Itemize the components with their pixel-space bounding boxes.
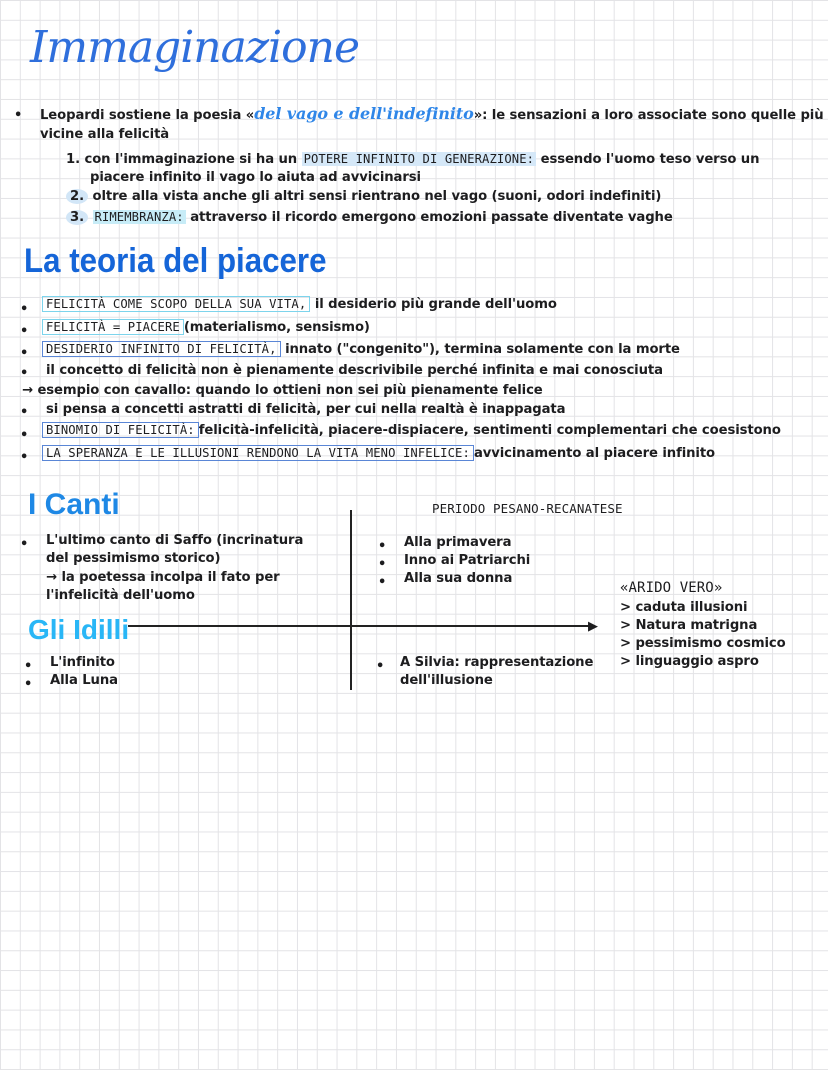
bullet: • bbox=[378, 557, 387, 572]
item-number: 3. bbox=[66, 210, 88, 225]
bullet: • bbox=[20, 366, 29, 381]
section-title-canti: I Canti bbox=[28, 488, 120, 521]
bullet: • bbox=[20, 450, 29, 465]
bullet: • bbox=[378, 539, 387, 554]
intro-text: »: le sensazioni a loro associate sono quelle più bbox=[473, 108, 824, 123]
numbered-item-2 bbox=[66, 189, 661, 204]
arido-item: > pessimismo cosmico bbox=[620, 636, 786, 651]
item-text: attraverso il ricordo emergono emozioni passate diventate vaghe bbox=[190, 210, 673, 225]
bullet: • bbox=[20, 346, 29, 361]
bullet: • bbox=[20, 537, 29, 552]
timeline-horizontal-arrow bbox=[128, 625, 594, 627]
piacere-item-2 bbox=[42, 320, 370, 335]
saffo-line-1: L'ultimo canto di Saffo (incrinatura bbox=[46, 533, 304, 548]
piacere-item-3 bbox=[42, 342, 680, 357]
idillio-item: L'infinito bbox=[50, 655, 115, 670]
arrow-right-icon: ▶ bbox=[588, 619, 598, 634]
intro-text: Leopardi sostiene la poesia « bbox=[40, 108, 255, 123]
bullet: • bbox=[24, 677, 33, 692]
saffo-line-2: del pessimismo storico) bbox=[46, 551, 221, 566]
binomio-box: BINOMIO DI FELICITÀ: bbox=[42, 422, 199, 438]
numbered-item-1-line-2: piacere infinito il vago lo aiuta ad avvicinarsi bbox=[90, 170, 421, 185]
item-text: felicità-infelicità, piacere-dispiacere, sentimenti complementari che coesistono bbox=[198, 423, 781, 438]
piacere-item-1 bbox=[42, 297, 557, 312]
piacere-item-5: si pensa a concetti astratti di felicità, per cui nella realtà è inappagata bbox=[46, 402, 566, 417]
item-text: innato ("congenito"), termina solamente con la morte bbox=[285, 342, 680, 357]
item-text: il desiderio più grande dell'uomo bbox=[314, 297, 557, 312]
rimembranza-highlight: RIMEMBRANZA: bbox=[94, 210, 184, 224]
bullet: • bbox=[376, 659, 385, 674]
numbered-item-3 bbox=[66, 210, 673, 225]
vago-indefinito-highlight: del vago e dell'indefinito bbox=[254, 104, 474, 123]
piacere-item-6 bbox=[42, 423, 781, 438]
canto-item: Inno ai Patriarchi bbox=[404, 553, 531, 568]
bullet: • bbox=[20, 405, 29, 420]
timeline-vertical-divider bbox=[350, 510, 352, 690]
intro-line-1 bbox=[40, 104, 824, 123]
arido-item: > caduta illusioni bbox=[620, 600, 748, 615]
intro-line-2: vicine alla felicità bbox=[40, 127, 170, 142]
arrow-icon: → bbox=[22, 383, 33, 398]
saffo-line-4: l'infelicità dell'uomo bbox=[46, 588, 195, 603]
arido-vero-title: «ARIDO VERO» bbox=[620, 580, 723, 596]
desiderio-infinito-box: DESIDERIO INFINITO DI FELICITÀ, bbox=[42, 341, 281, 357]
period-label: PERIODO PESANO-RECANATESE bbox=[432, 501, 623, 516]
numbered-item-1 bbox=[66, 152, 759, 167]
piacere-item-4: il concetto di felicità non è pienamente descrivibile perché infinita e mai conosciuta bbox=[46, 363, 663, 378]
speranza-illusioni-box: LA SPERANZA E LE ILLUSIONI RENDONO LA VITA MENO INFELICE: bbox=[42, 445, 474, 461]
idillio-item: Alla Luna bbox=[50, 673, 118, 688]
page-title: Immaginazione bbox=[30, 22, 359, 73]
section-title-idilli: Gli Idilli bbox=[28, 614, 130, 645]
potere-infinito-highlight: POTERE INFINITO DI GENERAZIONE: bbox=[303, 152, 535, 166]
silvia-line-1: A Silvia: rappresentazione bbox=[400, 655, 594, 670]
felicita-piacere-box: FELICITÀ = PIACERE bbox=[42, 319, 184, 335]
piacere-item-7 bbox=[42, 446, 715, 461]
item-number: 1. bbox=[66, 152, 80, 167]
item-text: con l'immaginazione si ha un bbox=[84, 152, 298, 167]
canto-item: Alla sua donna bbox=[404, 571, 513, 586]
silvia-line-2: dell'illusione bbox=[400, 673, 493, 688]
arido-item: > Natura matrigna bbox=[620, 618, 758, 633]
bullet: • bbox=[24, 659, 33, 674]
item-text: avvicinamento al piacere infinito bbox=[473, 446, 716, 461]
bullet: • bbox=[20, 428, 29, 443]
item-text: oltre alla vista anche gli altri sensi rientrano nel vago (suoni, odori indefiniti) bbox=[92, 189, 662, 204]
bullet: • bbox=[20, 324, 29, 339]
item-text: (materialismo, sensismo) bbox=[183, 320, 370, 335]
saffo-line-3: → la poetessa incolpa il fato per bbox=[46, 570, 280, 585]
bullet: • bbox=[20, 302, 29, 317]
piacere-arrow-line bbox=[22, 383, 543, 398]
bullet: • bbox=[14, 108, 23, 123]
item-text: essendo l'uomo teso verso un bbox=[540, 152, 760, 167]
canto-item: Alla primavera bbox=[404, 535, 512, 550]
item-text: esempio con cavallo: quando lo ottieni non sei più pienamente felice bbox=[37, 383, 543, 398]
felicita-scopo-box: FELICITÀ COME SCOPO DELLA SUA VITA, bbox=[42, 296, 310, 312]
arido-item: > linguaggio aspro bbox=[620, 654, 759, 669]
bullet: • bbox=[378, 575, 387, 590]
item-number: 2. bbox=[66, 189, 88, 204]
section-title-piacere: La teoria del piacere bbox=[24, 242, 327, 280]
